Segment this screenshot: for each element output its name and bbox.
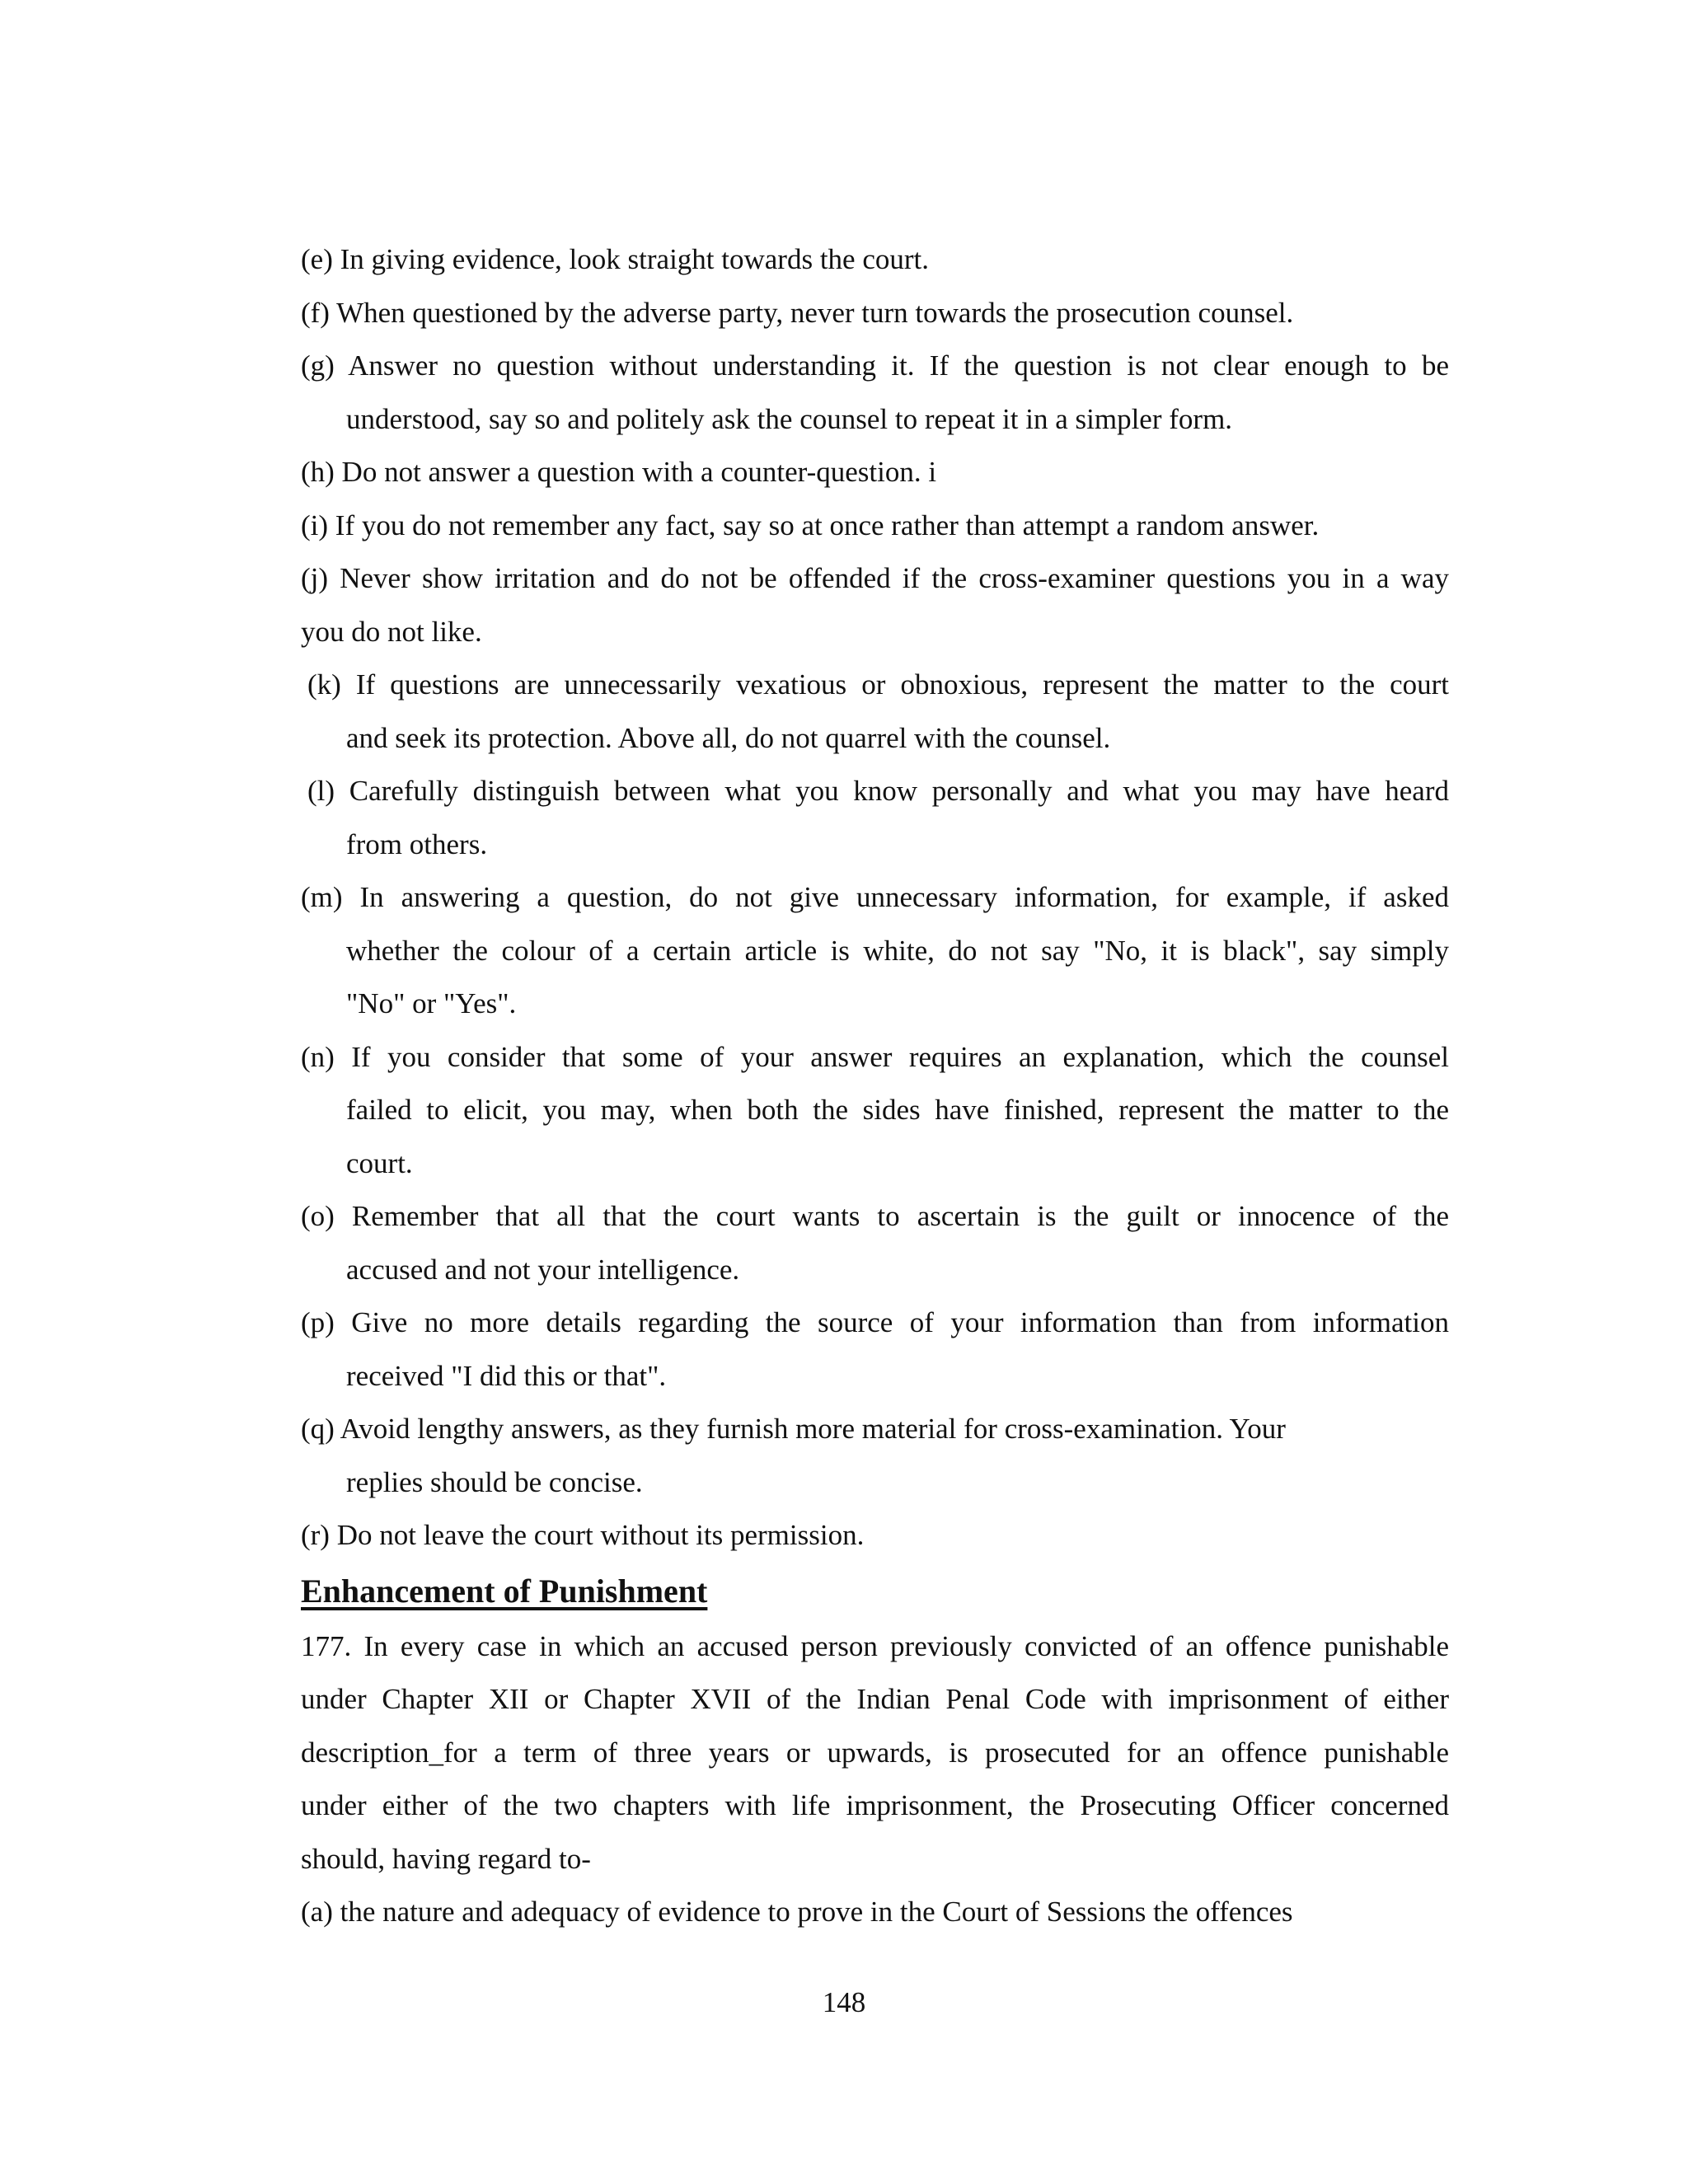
paragraph-line: under Chapter XII or Chapter XVII of the Indian Penal Code with imprisonment of either: [301, 1683, 1449, 1715]
guideline-line: (j) Never show irritation and do not be offended if the cross-examiner questions you in a way: [301, 562, 1449, 594]
guideline-line: understood, say so and politely ask the counsel to repeat it in a simpler form.: [346, 402, 1233, 435]
guideline-line: (n) If you consider that some of your answer requires an explanation, which the counsel: [301, 1040, 1449, 1073]
guideline-line: and seek its protection. Above all, do not quarrel with the counsel.: [346, 721, 1111, 754]
guideline-line: failed to elicit, you may, when both the sides have finished, represent the matter to the: [346, 1094, 1449, 1126]
guideline-line: (i) If you do not remember any fact, say so at once rather than attempt a random answer.: [301, 509, 1320, 541]
section-body: [301, 1620, 1449, 1939]
paragraph-line: under either of the two chapters with life imprisonment, the Prosecuting Officer concerned: [301, 1789, 1449, 1821]
guideline-line: (p) Give no more details regarding the source of your information than from information: [301, 1306, 1449, 1338]
guideline-line: from others.: [346, 827, 488, 860]
paragraph-line: (a) the nature and adequacy of evidence to prove in the Court of Sessions the offences: [301, 1896, 1293, 1928]
guideline-line: "No" or "Yes".: [346, 987, 517, 1019]
guideline-line: (f) When questioned by the adverse party, never turn towards the prosecution counsel.: [301, 296, 1294, 329]
guideline-line: replies should be concise.: [346, 1465, 643, 1498]
guideline-line: (m) In answering a question, do not give unnecessary information, for example, if asked: [301, 881, 1449, 913]
guideline-line: (g) Answer no question without understanding it. If the question is not clear enough to be: [301, 349, 1449, 382]
guideline-line: accused and not your intelligence.: [346, 1253, 740, 1286]
paragraph-line: should, having regard to-: [301, 1842, 591, 1875]
witness-guidelines-list: [301, 233, 1449, 1563]
guideline-line: (l) Carefully distinguish between what you know personally and what you may have heard: [307, 775, 1449, 807]
guideline-line: (q) Avoid lengthy answers, as they furnish more material for cross-examination. Your: [301, 1413, 1286, 1445]
page-number: 148: [822, 1986, 866, 2018]
guideline-line: received "I did this or that".: [346, 1359, 667, 1392]
guideline-line: (e) In giving evidence, look straight towards the court.: [301, 243, 930, 275]
guideline-line: (k) If questions are unnecessarily vexatious or obnoxious, represent the matter to the court: [307, 668, 1449, 701]
guideline-line: (h) Do not answer a question with a counter-question. i: [301, 456, 937, 488]
page-content: [301, 233, 1449, 1939]
section-heading: Enhancement of Punishment: [301, 1572, 708, 1610]
guideline-line: you do not like.: [301, 615, 482, 648]
guideline-line: whether the colour of a certain article is white, do not say "No, it is black", say simply: [346, 934, 1449, 967]
paragraph-line: description_for a term of three years or upwards, is prosecuted for an offence punishable: [301, 1736, 1449, 1769]
paragraph-line: 177. In every case in which an accused person previously convicted of an offence punishable: [301, 1629, 1449, 1662]
guideline-line: court.: [346, 1146, 413, 1179]
guideline-line: (o) Remember that all that the court wants to ascertain is the guilt or innocence of the: [301, 1200, 1449, 1232]
guideline-line: (r) Do not leave the court without its permission.: [301, 1519, 865, 1551]
